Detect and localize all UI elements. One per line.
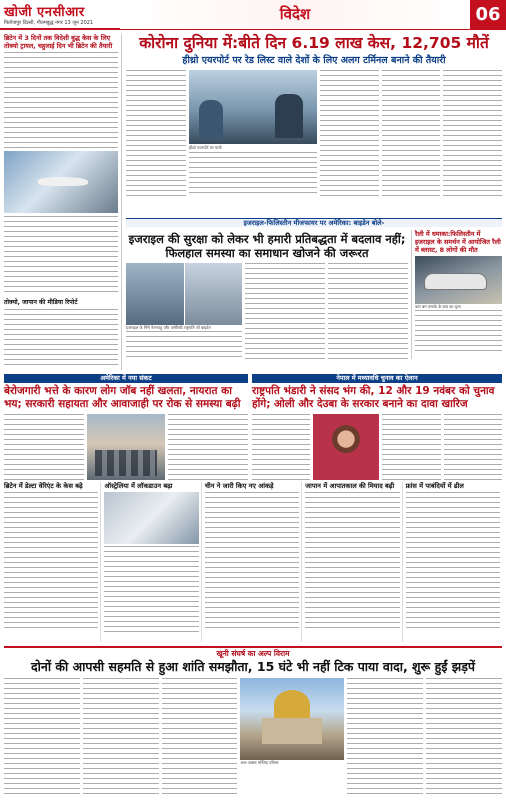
brief-photo — [104, 492, 198, 544]
usa-story-photo — [87, 414, 165, 480]
brief-column — [205, 482, 302, 642]
usa-story-body-row — [4, 414, 248, 480]
section-title: विदेश — [120, 0, 470, 29]
israel-body-under-photo — [126, 331, 242, 359]
corona-body-columns — [320, 70, 502, 198]
gaza-mosque-photo — [240, 678, 344, 760]
brief-headline: ऑस्ट्रेलिया में लॉकडाउन बढ़ा — [104, 482, 173, 490]
corona-body-column — [382, 70, 441, 198]
israel-main — [126, 230, 408, 359]
dateline: फिरोजपुर दिल्ली, गौतमबुद्ध नगर 13 जून 2021 — [4, 20, 94, 26]
leaders-photo — [126, 263, 242, 325]
brief-column — [305, 482, 402, 642]
israel-kicker: इजराइल-फिलिस्तीन मीजफायर पर अमेरिका: बाइडेन बोले- — [126, 218, 502, 227]
corona-lead-story — [126, 34, 502, 198]
israel-photo-block — [126, 263, 242, 359]
side-story-headline: रैली में धमाका:फिलिस्तीन में इजराइल के समर्थन में आयोजित रैली में ब्लास्ट, 8 लोगों की मौत — [415, 230, 501, 254]
gaza-story — [4, 646, 502, 796]
corona-body-column — [320, 70, 379, 198]
lower-briefs — [4, 482, 502, 642]
gaza-body — [347, 678, 423, 796]
israel-side-story — [411, 230, 502, 359]
israel-row — [126, 230, 502, 359]
side-story-photo — [415, 256, 502, 304]
corona-body-column — [443, 70, 502, 198]
brief-body — [4, 492, 98, 632]
gaza-photo-caption: अल-अक्सा मस्जिद परिसर — [240, 760, 279, 765]
nepal-story-body — [382, 414, 440, 480]
nepal-story-headline: राष्ट्रपति भंडारी ने संसद भंग की, 12 और 19 नवंबर को चुनाव होंगे; ओली और देउबा के सरकार बनाने का दावा खारिज — [252, 385, 495, 410]
gaza-headline: दोनों की आपसी सहमति से हुआ शांति समझौता, 15 घंटे भी नहीं टिक पाया वादा, शुरू हुईं झड़पें — [31, 659, 475, 674]
brief-column — [104, 482, 201, 642]
nepal-story-body — [252, 414, 310, 480]
brief-headline: फ्रांस में पाबंदियों में ढील — [405, 482, 464, 490]
leader-photo-left — [126, 263, 184, 325]
usa-story — [4, 374, 248, 478]
corona-photo-caption: हीथ्रो एयरपोर्ट पर यात्री — [189, 145, 222, 150]
israel-main-body — [126, 263, 408, 359]
brief-body — [205, 492, 299, 632]
corona-headline: कोरोना दुनिया में:बीते दिन 6.19 लाख केस, 12,705 मौतें — [139, 34, 489, 52]
brief-headline: चीन ने जारी किए नए आंकड़े — [204, 482, 274, 490]
usa-story-headline: बेरोजगारी भत्ते के कारण लोग जॉब नहीं खलता, नायरात का भय; सरकारी सहायता और आवाजाही पर रोक से समस्या बढ़ी — [4, 385, 241, 410]
corona-subheadline: हीथ्रो एयरपोर्ट पर रेड लिस्ट वाले देशों के लिए अलग टर्मिनल बनाने की तैयारी — [182, 55, 446, 66]
israel-body — [245, 263, 325, 359]
brief-body — [104, 546, 198, 632]
brief-headline: ब्रिटेन में डेल्टा वेरिएंट के केस बढ़े — [4, 482, 83, 490]
corona-body-under-photo — [189, 152, 317, 196]
israel-body — [328, 263, 408, 359]
gaza-body-row — [4, 678, 502, 796]
gaza-body — [162, 678, 238, 796]
nepal-story-body — [444, 414, 502, 480]
gaza-photo-block — [240, 678, 344, 796]
left-column-story — [4, 34, 122, 370]
israel-headline: इजराइल की सुरक्षा को लेकर भी हमारी प्रतिबद्धता में बदलाव नहीं; फिलहाल समस्या का समाधान खोजने की जरूरत — [128, 232, 406, 260]
left-story-body — [4, 52, 118, 148]
brief-headline: जापान में आपातकाल की मियाद बढ़ी — [305, 482, 395, 490]
masthead — [0, 0, 506, 30]
corona-body-column — [126, 70, 186, 198]
corona-photo-block — [189, 70, 317, 198]
gaza-body — [426, 678, 502, 796]
usa-story-body — [168, 414, 248, 480]
leader-photo-right — [185, 263, 243, 325]
usa-story-body — [4, 414, 84, 480]
side-story-body — [415, 310, 502, 354]
page-number: 06 — [470, 0, 506, 29]
corona-photo — [189, 70, 317, 144]
brief-body — [406, 492, 500, 632]
brief-column — [406, 482, 502, 642]
left-story-body-continued — [4, 216, 118, 296]
brief-column — [4, 482, 101, 642]
left-story-subhead: तोक्यो, जापान की मीडिया रिपोर्ट — [4, 299, 78, 306]
newspaper-logo: खोजी एनसीआर — [4, 5, 85, 20]
nepal-story-label: नेपाल में मध्यावधि चुनाव का ऐलान — [252, 374, 502, 383]
left-story-body-end — [4, 309, 118, 369]
nepal-president-photo — [313, 414, 379, 480]
israel-story — [126, 218, 502, 370]
gaza-body — [83, 678, 159, 796]
israel-photo-caption: इजराइल के PM नेतन्याहू और अमेरिकी राष्ट्रपति जो बाइडेन — [126, 325, 211, 330]
gaza-kicker: खूनी संघर्ष का अल्प विराम — [216, 649, 290, 658]
usa-story-label: अमेरिका में नया संकट — [4, 374, 248, 383]
nepal-story — [252, 374, 502, 478]
brand-block — [0, 0, 120, 29]
brief-body — [305, 492, 399, 632]
left-story-headline: ब्रिटेन में 3 दिनों तक विदेशी बुद्ध केस के लिए तोक्यो ट्रायल, चहुलाई दिन भी ब्रिटेन की तैयारी — [4, 34, 113, 50]
corona-body-row — [126, 70, 502, 198]
nepal-story-body-row — [252, 414, 502, 480]
gaza-body — [4, 678, 80, 796]
left-story-photo — [4, 151, 118, 213]
side-story-caption: कार बम धमाके के बाद का दृश्य — [415, 304, 461, 309]
